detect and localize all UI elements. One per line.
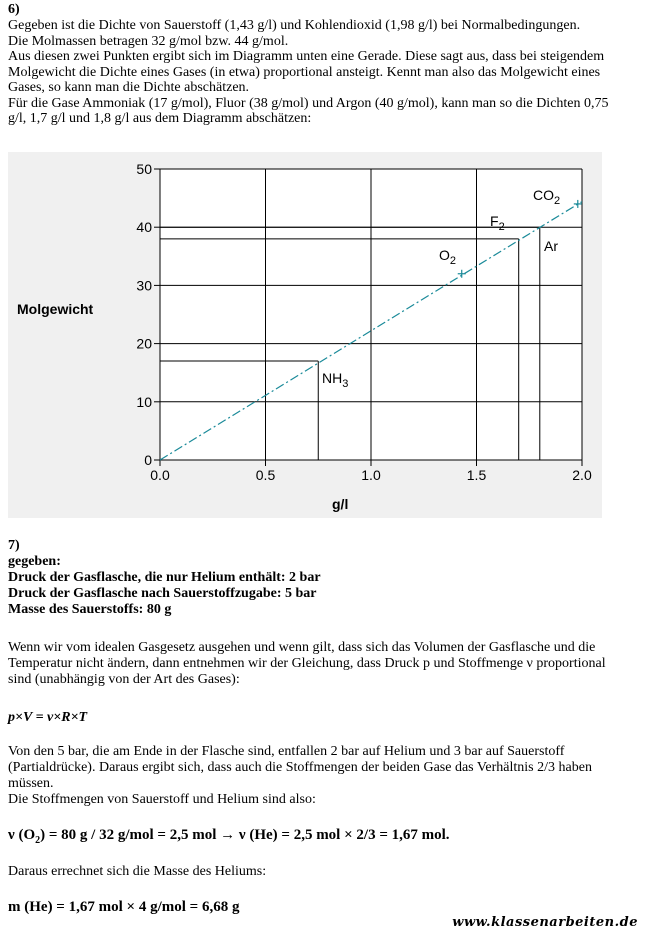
y-tick-label: 0 xyxy=(144,452,152,468)
x-tick-label: 1.0 xyxy=(361,467,381,483)
x-axis-label: g/l xyxy=(332,496,349,512)
label-ar: Ar xyxy=(544,238,558,254)
y-tick-label: 40 xyxy=(136,219,152,236)
task6-number: 6) xyxy=(8,2,20,17)
label-co2: $CO_2$ xyxy=(533,187,561,207)
text-line: Masse des Sauerstoffs: 80 g xyxy=(8,602,172,617)
text-line: müssen. xyxy=(8,776,54,791)
text-line: Aus diesen zwei Punkten ergibt sich im Diagramm unten eine Gerade. Diese sagt aus, dass bei steigendem xyxy=(8,49,605,64)
text-line: Die Molmassen betragen 32 g/mol bzw. 44 g/mol. xyxy=(8,33,289,49)
x-tick-label: 0.5 xyxy=(255,467,276,483)
x-tick-label: 2.0 xyxy=(572,467,592,483)
y-axis-label: Molgewicht xyxy=(17,301,94,317)
label-o2: $O_2$ xyxy=(439,247,457,267)
x-tick-label: 1.5 xyxy=(466,467,487,483)
site-watermark: www.klassenarbeiten.de xyxy=(452,915,638,930)
x-tick-label: 0.0 xyxy=(150,467,170,483)
label-f2: $F_2$ xyxy=(490,213,505,233)
text-line: Temperatur nicht ändern, dann entnehmen wir der Gleichung, dass Druck p und Stoffmenge ν proportional xyxy=(8,656,606,671)
label-nh3: $NH_3$ xyxy=(322,370,349,390)
text-line: (Partialdrücke). Daraus ergibt sich, dass auch die Stoffmengen der beiden Gase das Verhältnis 2/3 haben xyxy=(8,760,592,775)
text-line: Die Stoffmengen von Sauerstoff und Helium sind also: xyxy=(8,792,316,807)
text-line: sind (unabhängig von der Art des Gases): xyxy=(8,672,240,687)
text-line: Gegeben ist die Dichte von Sauerstoff (1,43 g/l) und Kohlendioxid (1,98 g/l) bei Normalbedingungen. xyxy=(8,18,581,33)
task7-number: 7) xyxy=(8,538,20,553)
text-line: Für die Gase Ammoniak (17 g/mol), Fluor (38 g/mol) und Argon (40 g/mol), kann man so die Dichten 0,75 xyxy=(8,95,609,111)
text-line: Molgewicht die Dichte eines Gases (in etwa) proportional ansteigt. Kennt man also das Molgewicht eines xyxy=(8,64,601,80)
text-line: Druck der Gasflasche nach Sauerstoffzugabe: 5 bar xyxy=(8,586,317,601)
text-line: g/l, 1,7 g/l und 1,8 g/l aus dem Diagramm abschätzen: xyxy=(8,111,312,126)
y-tick-label: 50 xyxy=(136,161,152,177)
text-line: Gases, so kann man die Dichte abschätzen. xyxy=(8,80,250,95)
chart-svg xyxy=(8,152,602,518)
text-line: Wenn wir vom idealen Gasgesetz ausgehen und wenn gilt, dass sich das Volumen der Gasflasche und die xyxy=(8,640,596,655)
calc-moles: ν $(O_2) = 80$ g / 32 g/mol = 2,5 mol → ν (He) = 2,5 mol × 2/3 = 1,67 mol. xyxy=(8,827,450,846)
y-tick-label: 10 xyxy=(136,393,152,410)
text-line: Druck der Gasflasche, die nur Helium enthält: 2 bar xyxy=(8,570,321,585)
y-tick-label: 20 xyxy=(136,335,152,352)
helium-mass-intro: Daraus errechnet sich die Masse des Heliums: xyxy=(8,864,267,879)
calc-helium-mass: m (He) = 1,67 mol × 4 g/mol = 6,68 g xyxy=(8,899,240,915)
gas-law-equation: p×V = ν×R×T xyxy=(8,710,88,725)
text-line: Von den 5 bar, die am Ende in der Flasche sind, entfallen 2 bar auf Helium und 3 bar auf Sauerstoff xyxy=(8,744,565,759)
density-molweight-chart xyxy=(8,152,602,518)
y-tick-label: 30 xyxy=(136,277,152,294)
arrow-right-icon: → xyxy=(220,827,236,843)
given-heading: gegeben: xyxy=(8,554,61,569)
